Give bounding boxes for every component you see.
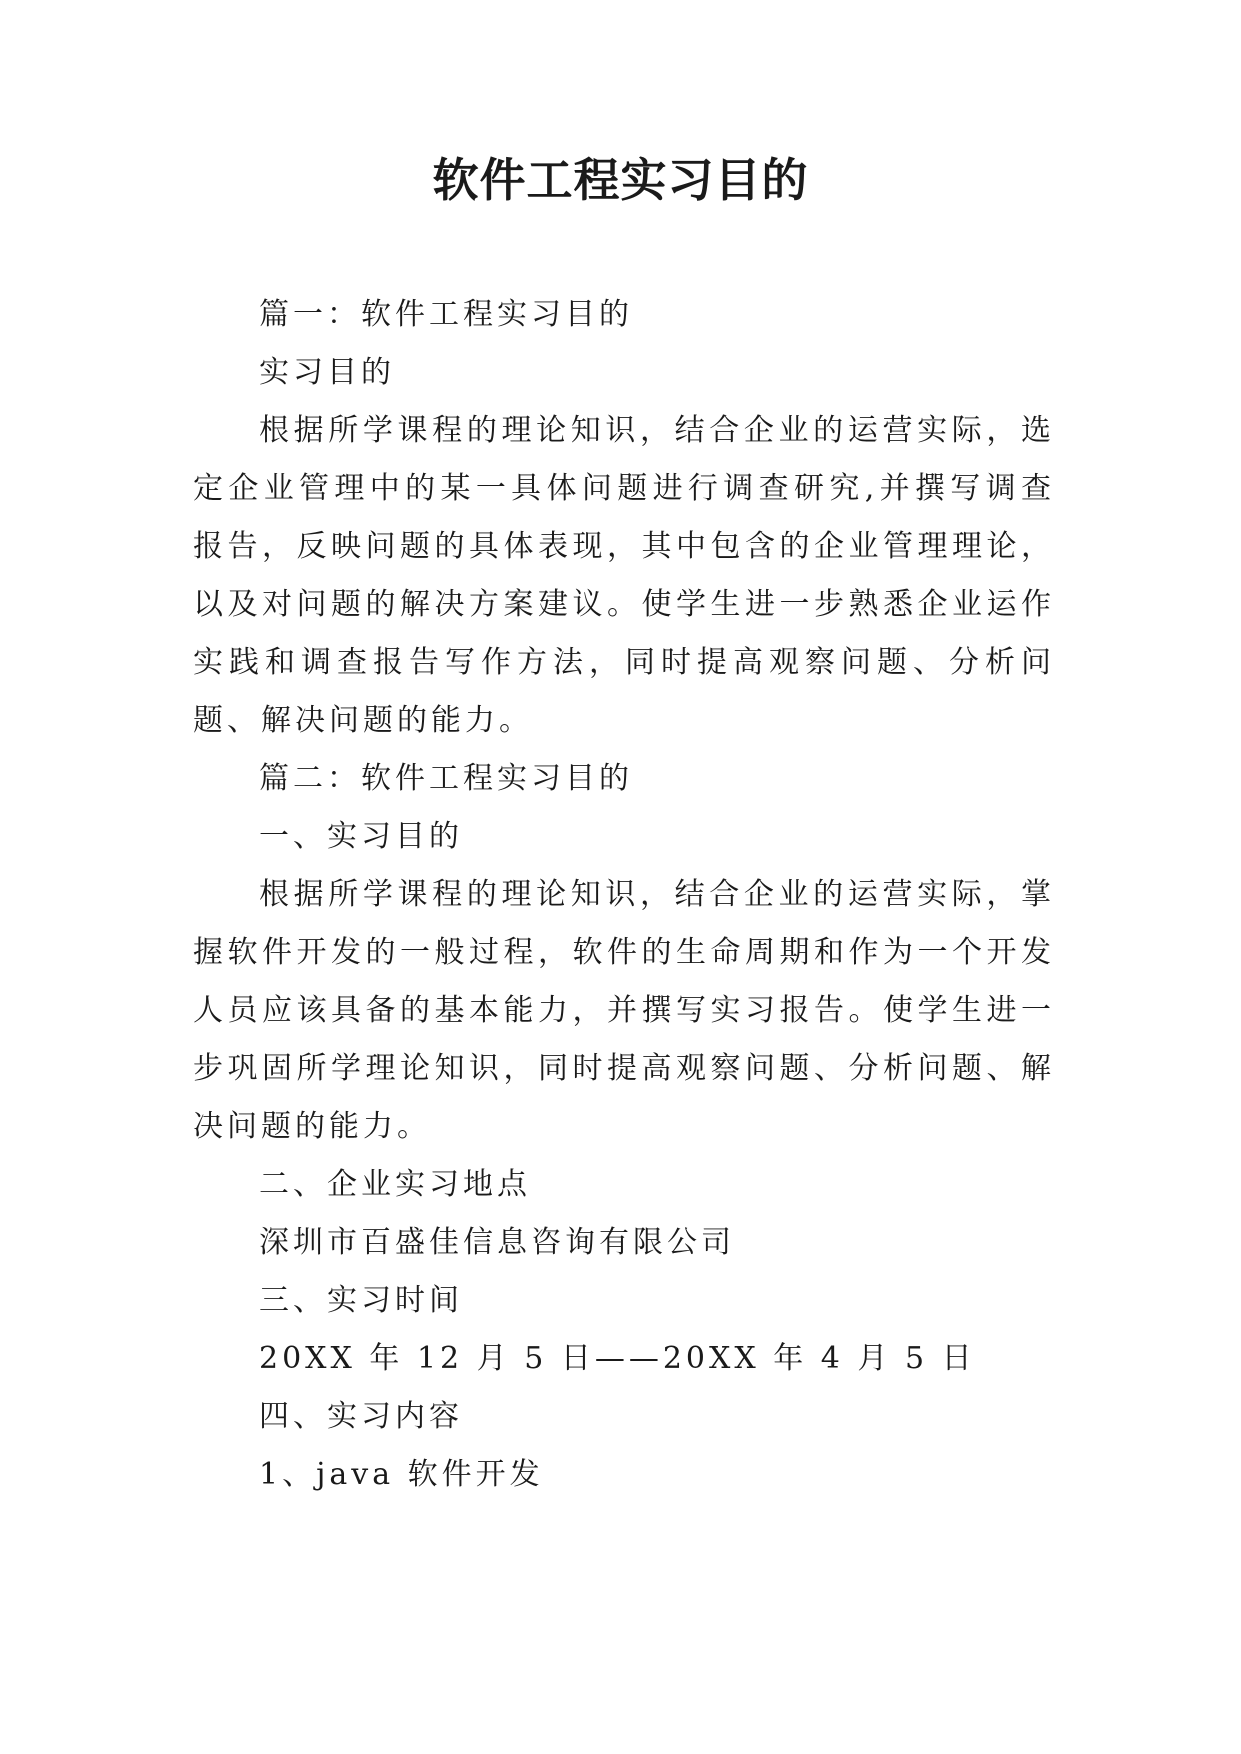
paragraph-purpose-one: 根据所学课程的理论知识，结合企业的运营实际，选定企业管理中的某一具体问题进行调查研究,并撰写调查报告，反映问题的具体表现，其中包含的企业管理理论，以及对问题的解决方案建议。使学生进一步熟悉企业运作实践和调查报告写作方法，同时提高观察问题、分析问题、解决问题的能力。 [193,413,1055,738]
paragraph-content-item-one: 1、java 软件开发 [259,1457,544,1492]
paragraph-location: 深圳市百盛佳信息咨询有限公司 [259,1225,735,1260]
section-heading-part-one: 篇一：软件工程实习目的 [259,297,633,332]
subheading-content: 四、实习内容 [259,1399,463,1434]
subheading-time: 三、实习时间 [259,1283,463,1318]
section-heading-part-two: 篇二：软件工程实习目的 [259,761,633,796]
subheading-internship-purpose: 实习目的 [259,355,395,390]
paragraph-time: 20XX 年 12 月 5 日——20XX 年 4 月 5 日 [259,1341,976,1376]
subheading-purpose: 一、实习目的 [259,819,463,854]
document-body [193,286,1055,1504]
paragraph-purpose-two: 根据所学课程的理论知识，结合企业的运营实际，掌握软件开发的一般过程，软件的生命周期和作为一个开发人员应该具备的基本能力，并撰写实习报告。使学生进一步巩固所学理论知识，同时提高观察问题、分析问题、解决问题的能力。 [193,877,1055,1144]
document-title: 软件工程实习目的 [432,153,809,207]
subheading-location: 二、企业实习地点 [259,1167,531,1202]
